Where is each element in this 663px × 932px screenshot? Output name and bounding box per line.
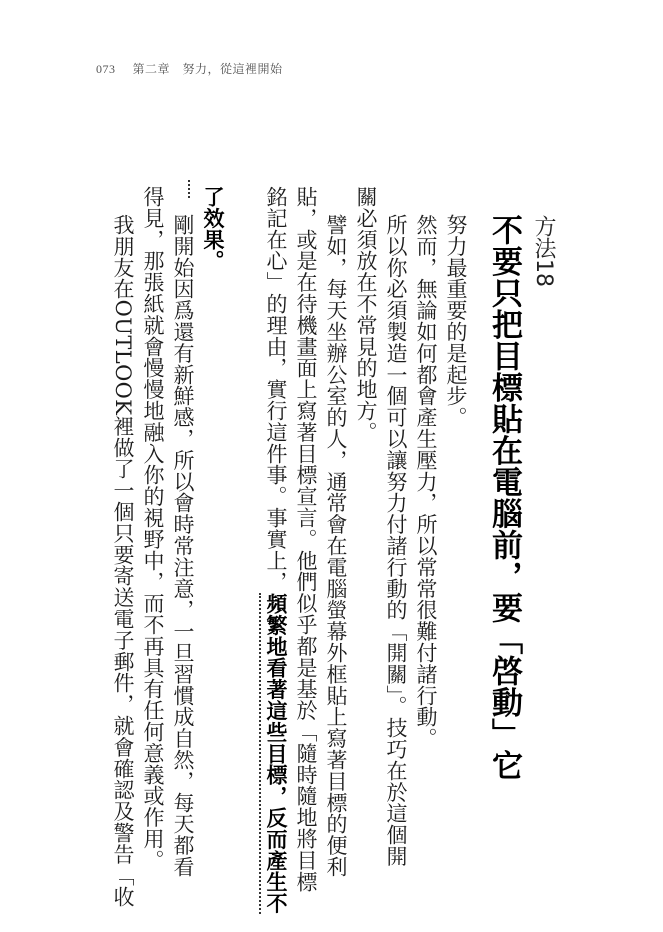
method-label: 方法18 — [531, 215, 556, 287]
body-line-4: 關必須放在不常見的地方。 — [354, 186, 378, 443]
body-line-5: 譬如，每天坐辦公室的人，通常會在電腦螢幕外框貼上寫著目標的便利 — [324, 214, 348, 878]
body-line-7-text: 銘記在心」的理由，實行這件事。事實上， — [264, 186, 288, 593]
chapter-title: 第二章 努力，從這裡開始 — [132, 62, 283, 76]
page-number: 073 — [96, 62, 116, 76]
dotted-mark — [188, 180, 190, 198]
body-line-11: 我朋友在OUTLOOK裡做了一個只要寄送電子郵件，就會確認及警告「收 — [111, 214, 135, 908]
body-line-7 — [261, 186, 291, 914]
section-title: 不要只把目標貼在電腦前，要「啓動」它 — [486, 214, 522, 781]
body-line-10: 得見，那張紙就會慢慢地融入你的視野中，而不再具有任何意義或作用。 — [141, 186, 165, 871]
body-line-3: 所以你必須製造一個可以讓努力付諸行動的「開關」。技巧在於這個開 — [384, 214, 408, 867]
body-line-8: 了效果。 — [201, 186, 226, 272]
body-line-9: 剛開始因爲還有新鮮感，所以會時常注意，一旦習慣成自然，每天都看 — [171, 214, 195, 878]
body-line-1: 努力最重要的是起步。 — [444, 214, 468, 428]
highlighted-phrase: 頻繁地看著這些目標，反而產生不 — [259, 593, 289, 914]
body-line-6: 貼，或是在待機畫面上寫著目標宣言。他們似乎都是基於「隨時隨地將目標 — [294, 186, 318, 893]
body-line-2: 然而，無論如何都會產生壓力，所以常常很難付諸行動。 — [414, 214, 438, 749]
running-header — [96, 60, 283, 77]
